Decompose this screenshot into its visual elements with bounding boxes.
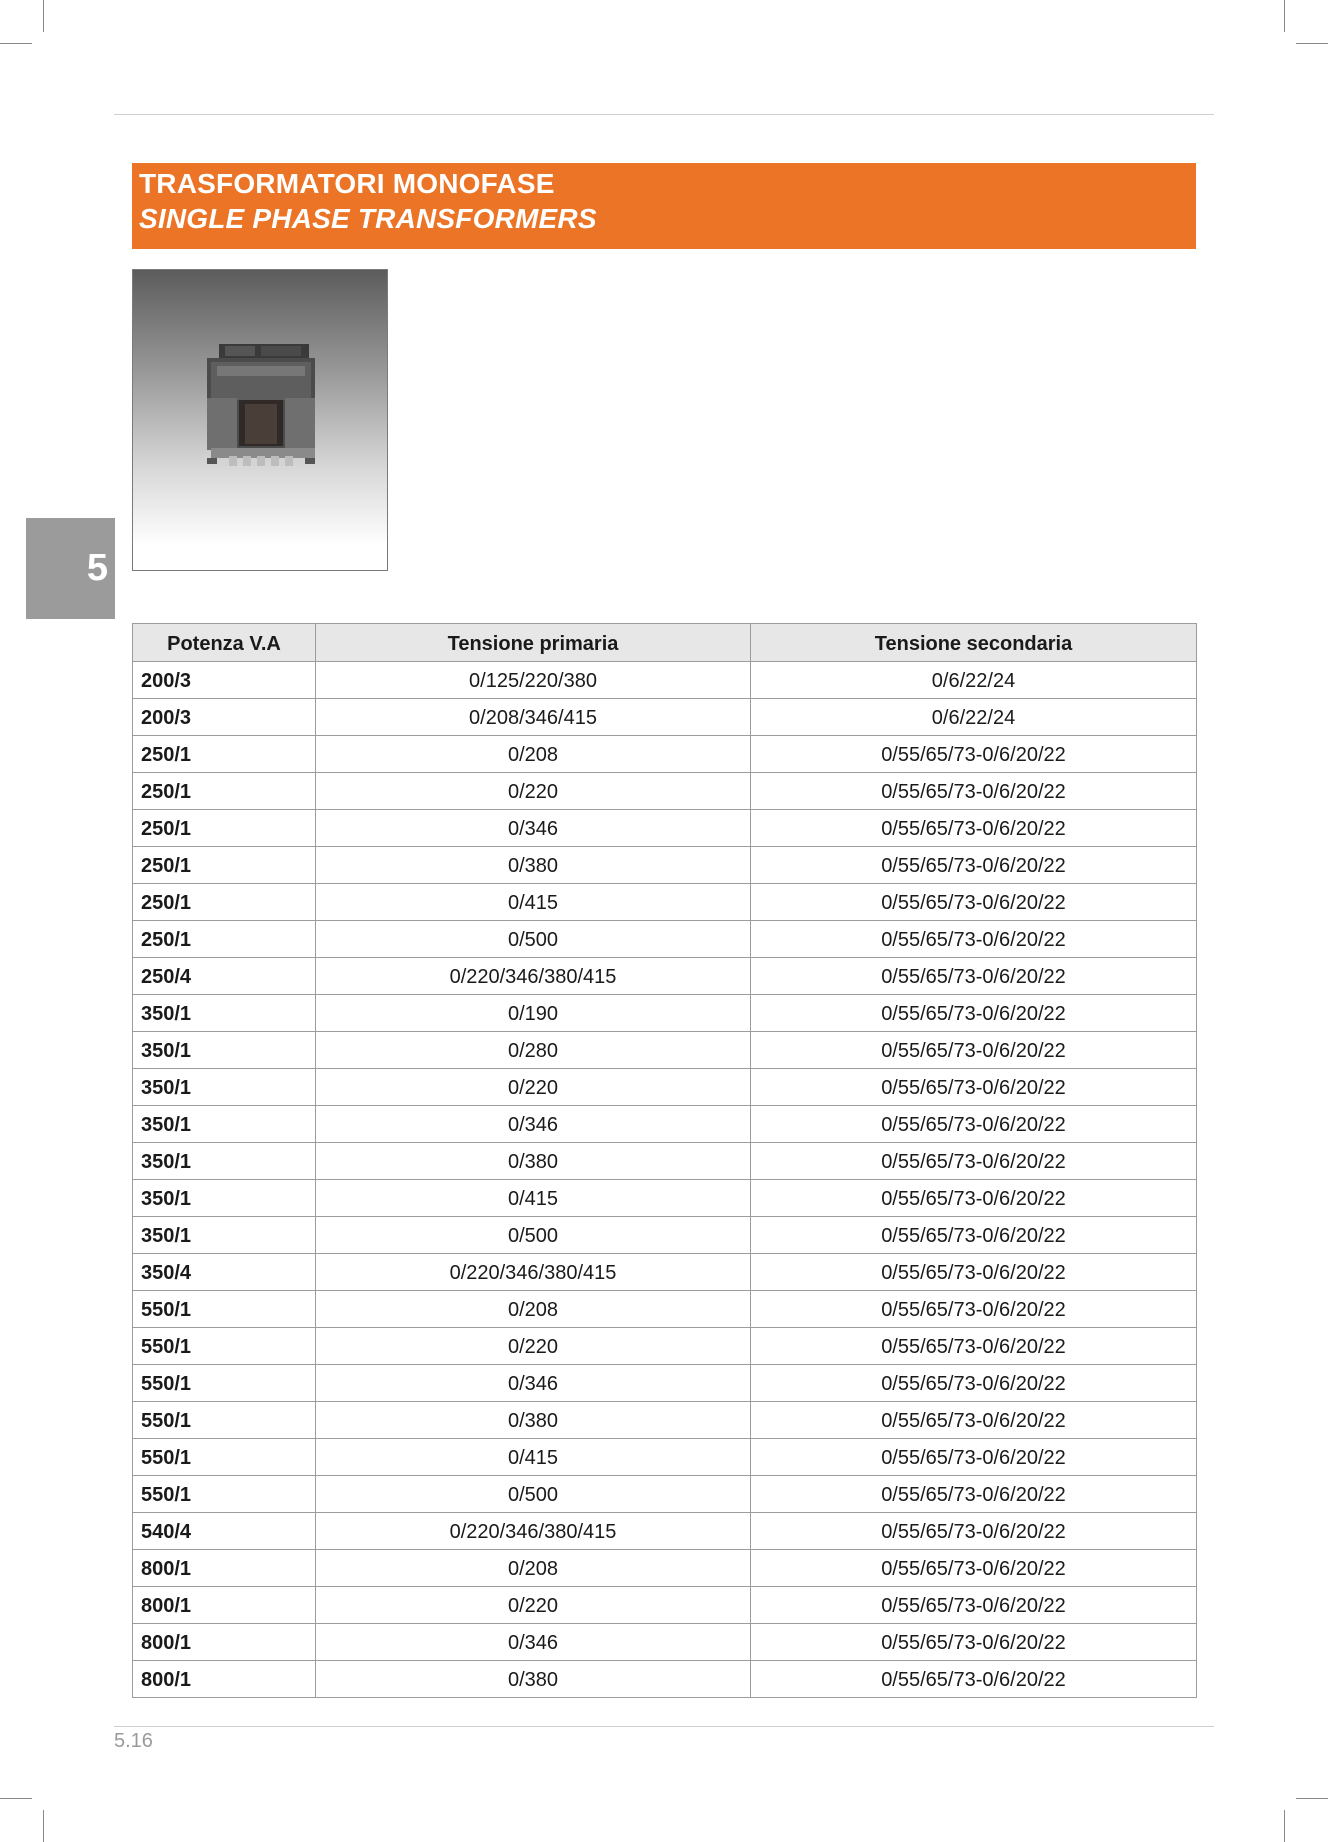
title-english: SINGLE PHASE TRANSFORMERS xyxy=(139,203,597,234)
product-photo xyxy=(132,269,388,571)
cell-primary-voltage: 0/346 xyxy=(316,1624,751,1661)
table-row xyxy=(133,662,1197,699)
cell-primary-voltage: 0/415 xyxy=(316,884,751,921)
transformer-image xyxy=(133,270,388,571)
title-italian: TRASFORMATORI MONOFASE xyxy=(139,168,555,199)
cell-primary-voltage: 0/346 xyxy=(316,810,751,847)
cell-secondary-voltage: 0/55/65/73-0/6/20/22 xyxy=(751,810,1197,847)
cell-power: 350/1 xyxy=(133,1032,316,1069)
cell-power: 250/1 xyxy=(133,847,316,884)
cell-power: 540/4 xyxy=(133,1513,316,1550)
cell-secondary-voltage: 0/55/65/73-0/6/20/22 xyxy=(751,1587,1197,1624)
cell-primary-voltage: 0/220 xyxy=(316,773,751,810)
cell-power: 550/1 xyxy=(133,1476,316,1513)
cell-secondary-voltage: 0/55/65/73-0/6/20/22 xyxy=(751,1217,1197,1254)
cell-power: 250/4 xyxy=(133,958,316,995)
cell-secondary-voltage: 0/55/65/73-0/6/20/22 xyxy=(751,995,1197,1032)
crop-mark xyxy=(1284,0,1285,32)
cell-primary-voltage: 0/280 xyxy=(316,1032,751,1069)
top-rule xyxy=(114,114,1214,115)
cell-primary-voltage: 0/500 xyxy=(316,921,751,958)
cell-secondary-voltage: 0/55/65/73-0/6/20/22 xyxy=(751,1365,1197,1402)
cell-primary-voltage: 0/346 xyxy=(316,1106,751,1143)
cell-power: 250/1 xyxy=(133,736,316,773)
crop-mark xyxy=(0,1798,32,1799)
crop-mark xyxy=(1296,1798,1328,1799)
cell-power: 250/1 xyxy=(133,884,316,921)
cell-primary-voltage: 0/220/346/380/415 xyxy=(316,1254,751,1291)
table-row xyxy=(133,1550,1197,1587)
table-row xyxy=(133,1217,1197,1254)
cell-secondary-voltage: 0/55/65/73-0/6/20/22 xyxy=(751,1106,1197,1143)
cell-power: 800/1 xyxy=(133,1661,316,1698)
cell-power: 550/1 xyxy=(133,1328,316,1365)
table-row xyxy=(133,1624,1197,1661)
cell-secondary-voltage: 0/55/65/73-0/6/20/22 xyxy=(751,1439,1197,1476)
cell-power: 800/1 xyxy=(133,1624,316,1661)
cell-primary-voltage: 0/208 xyxy=(316,1291,751,1328)
table-row xyxy=(133,1069,1197,1106)
cell-power: 350/1 xyxy=(133,995,316,1032)
cell-secondary-voltage: 0/55/65/73-0/6/20/22 xyxy=(751,1624,1197,1661)
cell-secondary-voltage: 0/55/65/73-0/6/20/22 xyxy=(751,1513,1197,1550)
cell-secondary-voltage: 0/6/22/24 xyxy=(751,662,1197,699)
cell-primary-voltage: 0/415 xyxy=(316,1180,751,1217)
column-header-secondary-voltage: Tensione secondaria xyxy=(751,624,1197,662)
table-row xyxy=(133,736,1197,773)
cell-secondary-voltage: 0/55/65/73-0/6/20/22 xyxy=(751,958,1197,995)
cell-primary-voltage: 0/346 xyxy=(316,1365,751,1402)
crop-mark xyxy=(43,1810,44,1842)
table-row xyxy=(133,884,1197,921)
table-row xyxy=(133,958,1197,995)
cell-power: 350/1 xyxy=(133,1069,316,1106)
cell-primary-voltage: 0/380 xyxy=(316,1143,751,1180)
cell-primary-voltage: 0/190 xyxy=(316,995,751,1032)
cell-secondary-voltage: 0/55/65/73-0/6/20/22 xyxy=(751,1254,1197,1291)
bottom-rule xyxy=(114,1726,1214,1727)
cell-primary-voltage: 0/220/346/380/415 xyxy=(316,958,751,995)
cell-primary-voltage: 0/415 xyxy=(316,1439,751,1476)
table-header-row xyxy=(133,624,1197,662)
table-row xyxy=(133,1365,1197,1402)
cell-power: 550/1 xyxy=(133,1402,316,1439)
cell-secondary-voltage: 0/55/65/73-0/6/20/22 xyxy=(751,736,1197,773)
cell-primary-voltage: 0/220/346/380/415 xyxy=(316,1513,751,1550)
cell-power: 550/1 xyxy=(133,1365,316,1402)
cell-primary-voltage: 0/500 xyxy=(316,1217,751,1254)
cell-power: 250/1 xyxy=(133,773,316,810)
cell-power: 550/1 xyxy=(133,1291,316,1328)
cell-power: 250/1 xyxy=(133,921,316,958)
cell-primary-voltage: 0/208 xyxy=(316,1550,751,1587)
cell-secondary-voltage: 0/55/65/73-0/6/20/22 xyxy=(751,1402,1197,1439)
table-row xyxy=(133,810,1197,847)
table-row xyxy=(133,995,1197,1032)
table-row xyxy=(133,1476,1197,1513)
table-row xyxy=(133,1254,1197,1291)
cell-power: 350/1 xyxy=(133,1106,316,1143)
cell-primary-voltage: 0/220 xyxy=(316,1328,751,1365)
table-body xyxy=(133,662,1197,1698)
cell-primary-voltage: 0/220 xyxy=(316,1069,751,1106)
transformer-spec-table xyxy=(132,623,1197,1698)
cell-secondary-voltage: 0/55/65/73-0/6/20/22 xyxy=(751,1476,1197,1513)
table-row xyxy=(133,847,1197,884)
cell-secondary-voltage: 0/55/65/73-0/6/20/22 xyxy=(751,1661,1197,1698)
crop-mark xyxy=(43,0,44,32)
cell-secondary-voltage: 0/55/65/73-0/6/20/22 xyxy=(751,1291,1197,1328)
crop-mark xyxy=(1284,1810,1285,1842)
cell-secondary-voltage: 0/55/65/73-0/6/20/22 xyxy=(751,1328,1197,1365)
cell-secondary-voltage: 0/55/65/73-0/6/20/22 xyxy=(751,1550,1197,1587)
cell-primary-voltage: 0/500 xyxy=(316,1476,751,1513)
cell-primary-voltage: 0/380 xyxy=(316,847,751,884)
table-row xyxy=(133,1328,1197,1365)
table-row xyxy=(133,1143,1197,1180)
cell-secondary-voltage: 0/6/22/24 xyxy=(751,699,1197,736)
cell-power: 350/1 xyxy=(133,1217,316,1254)
column-header-primary-voltage: Tensione primaria xyxy=(316,624,751,662)
table-row xyxy=(133,1661,1197,1698)
crop-mark xyxy=(0,43,32,44)
cell-secondary-voltage: 0/55/65/73-0/6/20/22 xyxy=(751,1180,1197,1217)
cell-primary-voltage: 0/380 xyxy=(316,1661,751,1698)
crop-mark xyxy=(1296,43,1328,44)
cell-secondary-voltage: 0/55/65/73-0/6/20/22 xyxy=(751,847,1197,884)
table-row xyxy=(133,1402,1197,1439)
cell-power: 350/1 xyxy=(133,1143,316,1180)
cell-secondary-voltage: 0/55/65/73-0/6/20/22 xyxy=(751,1032,1197,1069)
table-row xyxy=(133,773,1197,810)
table-row xyxy=(133,1587,1197,1624)
table-row xyxy=(133,1106,1197,1143)
cell-primary-voltage: 0/125/220/380 xyxy=(316,662,751,699)
cell-secondary-voltage: 0/55/65/73-0/6/20/22 xyxy=(751,773,1197,810)
table-row xyxy=(133,1032,1197,1069)
column-header-power: Potenza V.A xyxy=(133,624,316,662)
cell-power: 200/3 xyxy=(133,662,316,699)
cell-power: 350/1 xyxy=(133,1180,316,1217)
table-row xyxy=(133,1291,1197,1328)
chapter-tab[interactable]: 5 xyxy=(26,518,115,619)
section-title-bar xyxy=(132,163,1196,249)
cell-power: 250/1 xyxy=(133,810,316,847)
cell-power: 800/1 xyxy=(133,1587,316,1624)
table-row xyxy=(133,1180,1197,1217)
cell-primary-voltage: 0/380 xyxy=(316,1402,751,1439)
table-row xyxy=(133,699,1197,736)
table-row xyxy=(133,1513,1197,1550)
cell-primary-voltage: 0/208/346/415 xyxy=(316,699,751,736)
table-row xyxy=(133,1439,1197,1476)
cell-power: 350/4 xyxy=(133,1254,316,1291)
cell-secondary-voltage: 0/55/65/73-0/6/20/22 xyxy=(751,884,1197,921)
cell-secondary-voltage: 0/55/65/73-0/6/20/22 xyxy=(751,921,1197,958)
page-number: 5.16 xyxy=(114,1730,153,1752)
cell-primary-voltage: 0/208 xyxy=(316,736,751,773)
cell-power: 800/1 xyxy=(133,1550,316,1587)
cell-power: 550/1 xyxy=(133,1439,316,1476)
table-row xyxy=(133,921,1197,958)
cell-secondary-voltage: 0/55/65/73-0/6/20/22 xyxy=(751,1069,1197,1106)
cell-secondary-voltage: 0/55/65/73-0/6/20/22 xyxy=(751,1143,1197,1180)
cell-primary-voltage: 0/220 xyxy=(316,1587,751,1624)
cell-power: 200/3 xyxy=(133,699,316,736)
